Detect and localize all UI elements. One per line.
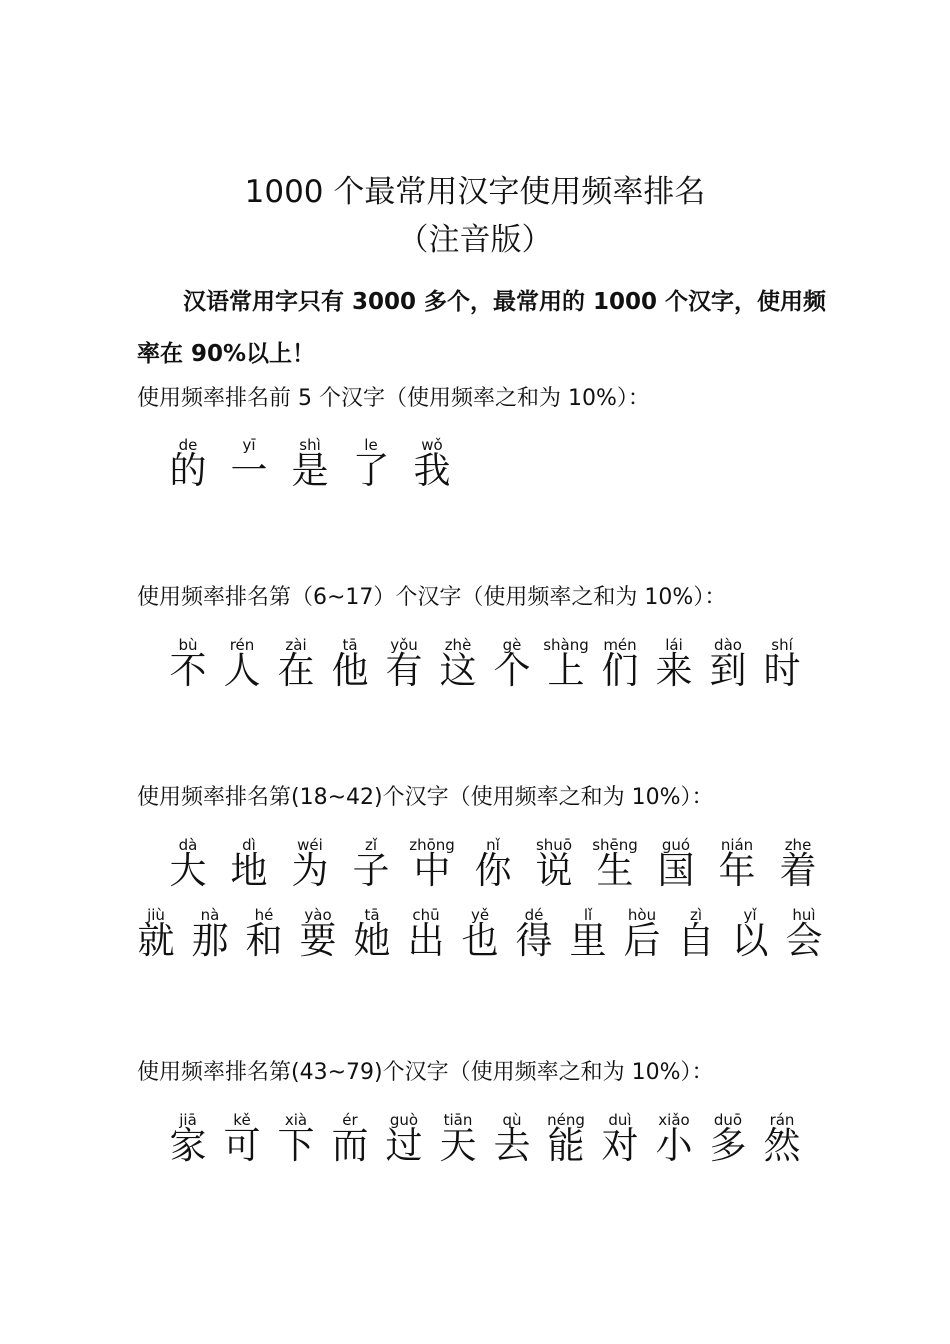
hanzi-with-pinyin <box>288 902 348 982</box>
hanzi-with-pinyin <box>720 902 780 982</box>
pinyin-label: dà <box>178 836 198 854</box>
hanzi-with-pinyin <box>428 632 488 712</box>
pinyin-label: xià <box>284 1111 308 1129</box>
hanzi-character: 为 <box>291 849 329 892</box>
pinyin-label: jiù <box>147 906 165 924</box>
hanzi-character: 子 <box>352 849 390 892</box>
hanzi-with-pinyin <box>320 632 380 712</box>
pinyin-label: yào <box>304 906 332 924</box>
hanzi-with-pinyin <box>320 1107 380 1187</box>
hanzi-character: 能 <box>547 1124 585 1167</box>
pinyin-label: chū <box>412 906 440 924</box>
pinyin-label: lái <box>665 636 683 654</box>
char-row-1 <box>158 432 858 512</box>
hanzi-character: 她 <box>353 919 391 962</box>
pinyin-label: zì <box>689 906 703 924</box>
hanzi-character: 我 <box>413 449 451 492</box>
hanzi-with-pinyin <box>524 832 584 912</box>
hanzi-character: 家 <box>169 1124 207 1167</box>
hanzi-character: 小 <box>655 1124 693 1167</box>
hanzi-character: 们 <box>601 649 639 692</box>
hanzi-with-pinyin <box>590 1107 650 1187</box>
hanzi-character: 里 <box>569 919 607 962</box>
pinyin-label: shuō <box>535 836 572 854</box>
hanzi-with-pinyin <box>212 1107 272 1187</box>
pinyin-label: jiā <box>179 1111 197 1129</box>
hanzi-character: 中 <box>413 849 451 892</box>
hanzi-character: 多 <box>709 1124 747 1167</box>
hanzi-character: 来 <box>655 649 693 692</box>
pinyin-label: zǐ <box>364 836 378 854</box>
section-heading-2: 使用频率排名第（6~17）个汉字（使用频率之和为 10%）： <box>137 585 727 610</box>
pinyin-label: zhè <box>444 636 472 654</box>
hanzi-character: 有 <box>385 649 423 692</box>
hanzi-with-pinyin <box>482 632 542 712</box>
char-row-5 <box>158 1107 858 1187</box>
pinyin-label: mén <box>603 636 637 654</box>
hanzi-character: 说 <box>535 849 573 892</box>
hanzi-with-pinyin <box>158 432 218 512</box>
hanzi-with-pinyin <box>666 902 726 982</box>
hanzi-with-pinyin <box>774 902 834 982</box>
hanzi-with-pinyin <box>374 1107 434 1187</box>
hanzi-character: 去 <box>493 1124 531 1167</box>
hanzi-character: 在 <box>277 649 315 692</box>
hanzi-with-pinyin <box>158 832 218 912</box>
hanzi-character: 时 <box>763 649 801 692</box>
pinyin-label: dì <box>242 836 256 854</box>
hanzi-with-pinyin <box>698 632 758 712</box>
hanzi-character: 不 <box>169 649 207 692</box>
pinyin-label: nǐ <box>486 836 500 854</box>
hanzi-character: 国 <box>657 849 695 892</box>
char-row-3 <box>158 832 858 912</box>
pinyin-label: shí <box>771 636 793 654</box>
hanzi-with-pinyin <box>504 902 564 982</box>
hanzi-with-pinyin <box>752 1107 812 1187</box>
hanzi-with-pinyin <box>646 832 706 912</box>
pinyin-label: hòu <box>627 906 657 924</box>
pinyin-label: huì <box>792 906 816 924</box>
hanzi-with-pinyin <box>536 1107 596 1187</box>
hanzi-character: 对 <box>601 1124 639 1167</box>
hanzi-with-pinyin <box>219 432 279 512</box>
hanzi-with-pinyin <box>126 902 186 982</box>
hanzi-character: 和 <box>245 919 283 962</box>
hanzi-character: 出 <box>407 919 445 962</box>
pinyin-label: hé <box>254 906 274 924</box>
hanzi-with-pinyin <box>707 832 767 912</box>
pinyin-label: guó <box>661 836 691 854</box>
hanzi-with-pinyin <box>342 902 402 982</box>
pinyin-label: shàng <box>543 636 589 654</box>
hanzi-character: 过 <box>385 1124 423 1167</box>
hanzi-character: 你 <box>474 849 512 892</box>
hanzi-with-pinyin <box>374 632 434 712</box>
pinyin-label: yī <box>242 436 256 454</box>
hanzi-with-pinyin <box>428 1107 488 1187</box>
hanzi-with-pinyin <box>180 902 240 982</box>
hanzi-character: 大 <box>169 849 207 892</box>
hanzi-character: 生 <box>596 849 634 892</box>
hanzi-with-pinyin <box>341 432 401 512</box>
hanzi-character: 也 <box>461 919 499 962</box>
pinyin-label: zhōng <box>409 836 455 854</box>
hanzi-with-pinyin <box>280 432 340 512</box>
hanzi-character: 地 <box>230 849 268 892</box>
hanzi-character: 得 <box>515 919 553 962</box>
hanzi-with-pinyin <box>396 902 456 982</box>
pinyin-label: xiǎo <box>658 1111 690 1129</box>
hanzi-character: 那 <box>191 919 229 962</box>
pinyin-label: tiān <box>443 1111 473 1129</box>
hanzi-with-pinyin <box>402 432 462 512</box>
hanzi-with-pinyin <box>768 832 828 912</box>
hanzi-with-pinyin <box>266 632 326 712</box>
hanzi-with-pinyin <box>341 832 401 912</box>
hanzi-with-pinyin <box>644 1107 704 1187</box>
hanzi-character: 上 <box>547 649 585 692</box>
pinyin-label: yě <box>470 906 490 924</box>
hanzi-with-pinyin <box>450 902 510 982</box>
hanzi-character: 要 <box>299 919 337 962</box>
hanzi-character: 就 <box>137 919 175 962</box>
hanzi-with-pinyin <box>698 1107 758 1187</box>
hanzi-character: 着 <box>779 849 817 892</box>
pinyin-label: tā <box>364 906 380 924</box>
hanzi-character: 然 <box>763 1124 801 1167</box>
pinyin-label: guò <box>389 1111 419 1129</box>
hanzi-character: 的 <box>169 449 207 492</box>
hanzi-with-pinyin <box>590 632 650 712</box>
hanzi-character: 后 <box>623 919 661 962</box>
section-heading-1: 使用频率排名前 5 个汉字（使用频率之和为 10%）： <box>137 386 650 411</box>
pinyin-label: duō <box>713 1111 743 1129</box>
hanzi-character: 是 <box>291 449 329 492</box>
pinyin-label: bù <box>178 636 198 654</box>
pinyin-label: lǐ <box>583 906 593 924</box>
char-row-4 <box>126 902 826 982</box>
pinyin-label: duì <box>608 1111 632 1129</box>
pinyin-label: shēng <box>592 836 638 854</box>
hanzi-character: 个 <box>493 649 531 692</box>
hanzi-with-pinyin <box>482 1107 542 1187</box>
hanzi-character: 自 <box>677 919 715 962</box>
hanzi-with-pinyin <box>219 832 279 912</box>
pinyin-label: néng <box>547 1111 585 1129</box>
hanzi-character: 年 <box>718 849 756 892</box>
pinyin-label: shì <box>299 436 321 454</box>
intro-paragraph: 汉语常用字只有 3000 多个，最常用的 1000 个汉字，使用频率在 90%以上！ <box>137 289 827 367</box>
pinyin-label: ér <box>342 1111 358 1129</box>
pinyin-label: dào <box>714 636 742 654</box>
char-row-2 <box>158 632 858 712</box>
section-heading-4: 使用频率排名第(43~79)个汉字（使用频率之和为 10%）： <box>137 1060 714 1085</box>
hanzi-character: 了 <box>352 449 390 492</box>
hanzi-with-pinyin <box>234 902 294 982</box>
hanzi-with-pinyin <box>612 902 672 982</box>
pinyin-label: rén <box>229 636 255 654</box>
hanzi-with-pinyin <box>536 632 596 712</box>
pinyin-label: nián <box>720 836 754 854</box>
pinyin-label: dé <box>524 906 544 924</box>
hanzi-character: 会 <box>785 919 823 962</box>
pinyin-label: gè <box>502 636 522 654</box>
pinyin-label: wǒ <box>421 436 443 454</box>
hanzi-character: 以 <box>731 919 769 962</box>
pinyin-label: wéi <box>297 836 323 854</box>
hanzi-with-pinyin <box>212 632 272 712</box>
hanzi-with-pinyin <box>158 1107 218 1187</box>
hanzi-with-pinyin <box>644 632 704 712</box>
hanzi-with-pinyin <box>463 832 523 912</box>
hanzi-character: 天 <box>439 1124 477 1167</box>
hanzi-with-pinyin <box>558 902 618 982</box>
pinyin-label: yǒu <box>390 636 418 654</box>
pinyin-label: zài <box>285 636 307 654</box>
pinyin-label: rán <box>769 1111 795 1129</box>
hanzi-character: 而 <box>331 1124 369 1167</box>
page-title: 1000 个最常用汉字使用频率排名 <box>244 174 706 210</box>
hanzi-with-pinyin <box>585 832 645 912</box>
page-subtitle: （注音版） <box>397 222 553 258</box>
hanzi-character: 他 <box>331 649 369 692</box>
hanzi-with-pinyin <box>752 632 812 712</box>
hanzi-character: 下 <box>277 1124 315 1167</box>
pinyin-label: yǐ <box>743 906 757 924</box>
hanzi-character: 这 <box>439 649 477 692</box>
hanzi-with-pinyin <box>402 832 462 912</box>
pinyin-label: qù <box>502 1111 522 1129</box>
pinyin-label: tā <box>342 636 358 654</box>
pinyin-label: nà <box>200 906 220 924</box>
pinyin-label: de <box>178 436 198 454</box>
pinyin-label: kě <box>233 1111 251 1129</box>
hanzi-with-pinyin <box>280 832 340 912</box>
hanzi-character: 可 <box>223 1124 261 1167</box>
hanzi-character: 人 <box>223 649 261 692</box>
pinyin-label: le <box>364 436 378 454</box>
hanzi-character: 一 <box>230 449 268 492</box>
hanzi-character: 到 <box>709 649 747 692</box>
hanzi-with-pinyin <box>158 632 218 712</box>
section-heading-3: 使用频率排名第(18~42)个汉字（使用频率之和为 10%）： <box>137 785 714 810</box>
hanzi-with-pinyin <box>266 1107 326 1187</box>
pinyin-label: zhe <box>784 836 812 854</box>
